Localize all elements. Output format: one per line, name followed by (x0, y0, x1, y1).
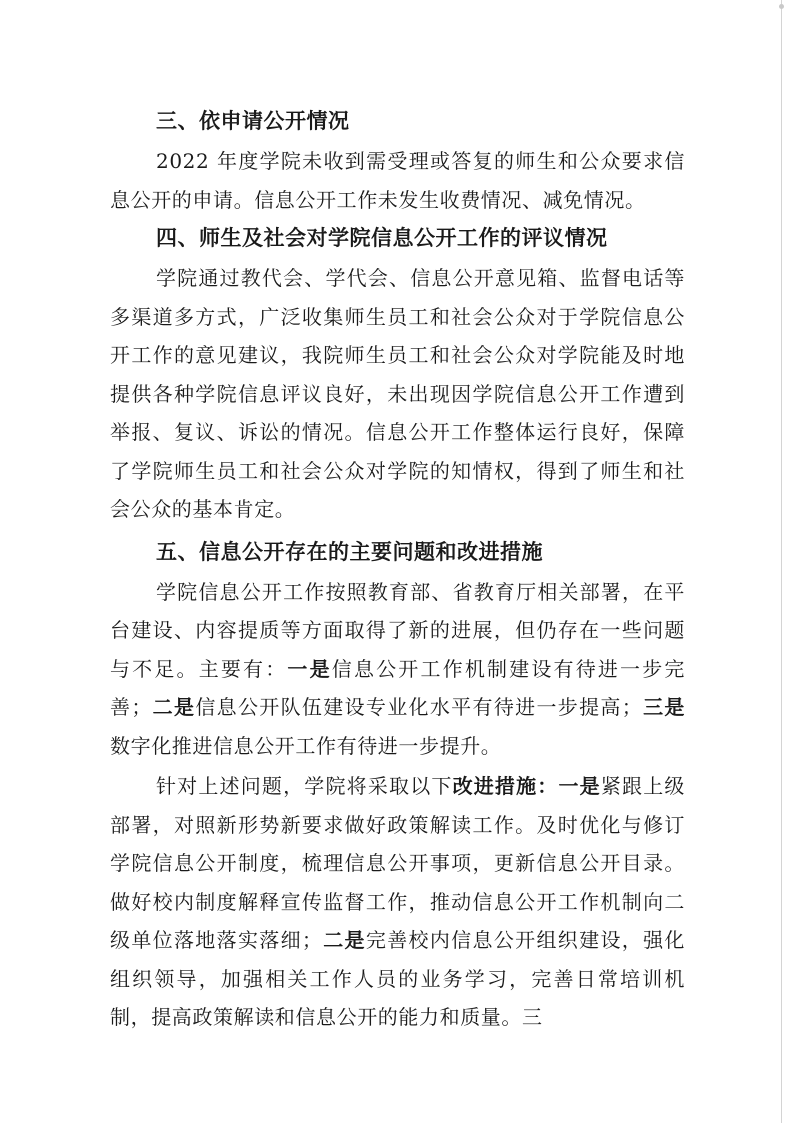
section-heading-4: 四、师生及社会对学院信息公开工作的评议情况 (156, 225, 608, 250)
section-4-paragraph: 学院通过教代会、学代会、信息公开意见箱、监督电话等多渠道多方式，广泛收集师生员工和社会公众对于学院信息公开工作的意见建议，我院师生员工和社会公众对学院能及时地提供各种学院信息评议良好，未出现因学院信息公开工作遭到举报、复议、诉讼的情况。信息公开工作整体运行良好，保障了学院师生员工和社会公众对学院的知情权，得到了师生和社会公众的基本肯定。 (110, 266, 685, 521)
problem-1-text: 信息公开工作机制建设有待进一步完善； (110, 656, 685, 719)
measures-intro-text: 针对上述问题，学院将采取以下 (156, 774, 453, 798)
problem-2-marker: 二是 (151, 695, 196, 719)
measure-2-text: 完善校内信息公开组织建设，强化组织领导，加强相关工作人员的业务学习，完善日常培训机制，提高政策解读和信息公开的能力和质量。三 (110, 928, 686, 1029)
measure-1-text: 紧跟上级部署，对照新形势新要求做好政策解读工作。及时优化与修订学院信息公开制度，梳理信息公开事项，更新信息公开目录。做好校内制度解释宣传监督工作，推动信息公开工作机制向二级单位落地落实落细； (110, 774, 685, 952)
problems-intro-text: 学院信息公开工作按照教育部、省教育厅相关部署，在平台建设、内容提质等方面取得了新的进展，但仍存在一些问题与不足。主要有： (110, 579, 685, 681)
problem-1-marker: 一是 (287, 656, 332, 681)
document-body (110, 102, 685, 1039)
problem-3-marker: 三是 (642, 695, 686, 719)
section-5-paragraph-problems (110, 573, 685, 766)
problem-3-text: 数字化推进信息公开工作有待进一步提升。 (110, 733, 502, 758)
measures-label-marker: 改进措施：一是 (452, 774, 601, 798)
section-3-paragraph: 2022 年度学院未收到需受理或答复的师生和公众要求信息公开的申请。信息公开工作未发生收费情况、减免情况。 (110, 149, 685, 212)
scan-edge-line (781, 0, 782, 1123)
section-heading-5: 五、信息公开存在的主要问题和改进措施 (156, 538, 543, 564)
section-5-paragraph-measures (110, 767, 685, 1037)
problem-2-text: 信息公开队伍建设专业化水平有待进一步提高； (195, 695, 643, 719)
measure-2-marker: 二是 (322, 928, 366, 952)
section-heading-3: 三、依申请公开情况 (156, 108, 350, 133)
scan-corner-mark (779, 4, 784, 9)
